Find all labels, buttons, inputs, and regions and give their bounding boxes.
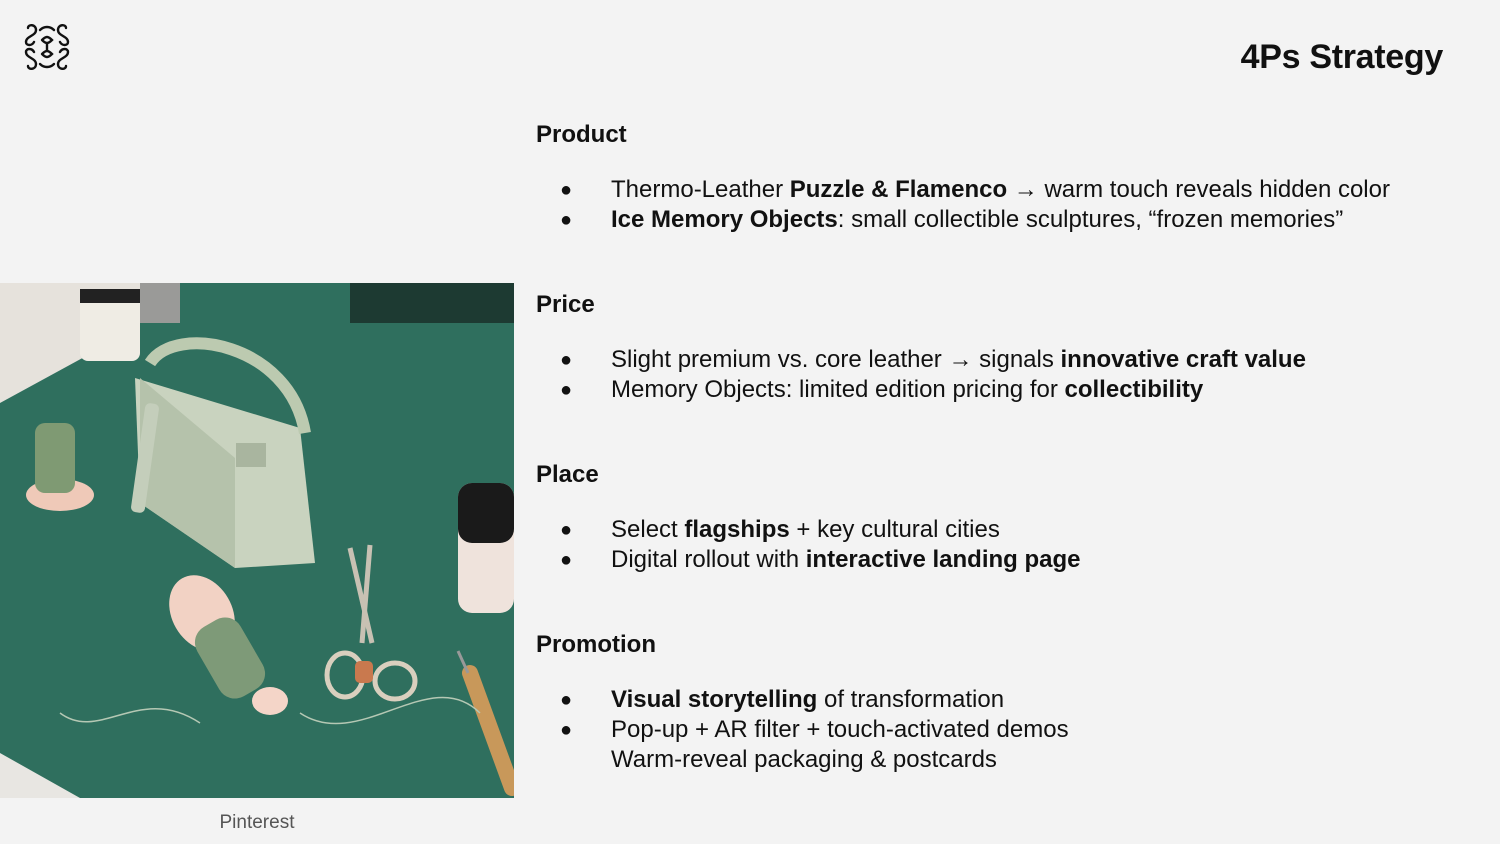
bullet-item: [560, 205, 1390, 235]
bullet-list: [560, 685, 1069, 775]
bullet-dot-icon: ●: [560, 379, 573, 401]
section-heading: Place: [536, 461, 599, 488]
section-heading: Price: [536, 291, 595, 318]
bullet-item: [560, 515, 1080, 545]
text: + key cultural cities: [789, 516, 1000, 543]
section-price: [536, 290, 1306, 403]
bullet-dot-icon: ●: [560, 549, 573, 571]
bullet-dot-icon: ●: [560, 349, 573, 371]
bold-text: Visual storytelling: [611, 686, 818, 713]
section-place: [536, 460, 1081, 573]
bullet-dot-icon: ●: [560, 519, 573, 541]
bullet-item: [560, 685, 1069, 715]
brand-logo: [22, 22, 72, 72]
image-caption: Pinterest: [219, 812, 295, 833]
bold-text: interactive landing page: [805, 546, 1081, 573]
bullet-item: [560, 375, 1306, 405]
text: → warm touch reveals hidden color: [1007, 176, 1390, 203]
bullet-dot-icon: ●: [560, 209, 573, 231]
continuation-text: Warm-reveal packaging & postcards: [611, 746, 997, 773]
bullet-list: [560, 345, 1306, 405]
bullet-list: [560, 515, 1080, 575]
bold-text: innovative craft value: [1060, 346, 1306, 373]
text: Memory Objects: limited edition pricing for: [611, 376, 1065, 403]
section-product: [536, 120, 1390, 233]
text: Slight premium vs. core leather → signals: [611, 346, 1061, 373]
section-heading: Product: [536, 121, 627, 148]
loewe-anagram-logo-icon: [22, 22, 72, 72]
section-heading: Promotion: [536, 631, 656, 658]
slide-title: 4Ps Strategy: [1240, 38, 1443, 76]
text: of transformation: [817, 686, 1005, 713]
bullet-dot-icon: ●: [560, 719, 573, 741]
bullet-item: [560, 175, 1390, 205]
product-photo: [0, 283, 514, 798]
bold-text: Ice Memory Objects: [611, 206, 838, 233]
bold-text: flagships: [684, 516, 790, 543]
text: : small collectible sculptures, “frozen memories”: [837, 206, 1344, 233]
text: Select: [611, 516, 685, 543]
bullet-dot-icon: ●: [560, 179, 573, 201]
section-promotion: [536, 630, 1069, 773]
text: Thermo-Leather: [611, 176, 790, 203]
text: Digital rollout with: [611, 546, 806, 573]
bullet-item: [560, 545, 1080, 575]
bullet-list: [560, 175, 1390, 235]
bullet-dot-icon: ●: [560, 689, 573, 711]
text: Pop-up + AR filter + touch-activated demos: [611, 716, 1069, 743]
bold-text: Puzzle & Flamenco: [789, 176, 1008, 203]
bullet-item: [560, 345, 1306, 375]
bold-text: collectibility: [1064, 376, 1204, 403]
bullet-item: [560, 715, 1069, 775]
